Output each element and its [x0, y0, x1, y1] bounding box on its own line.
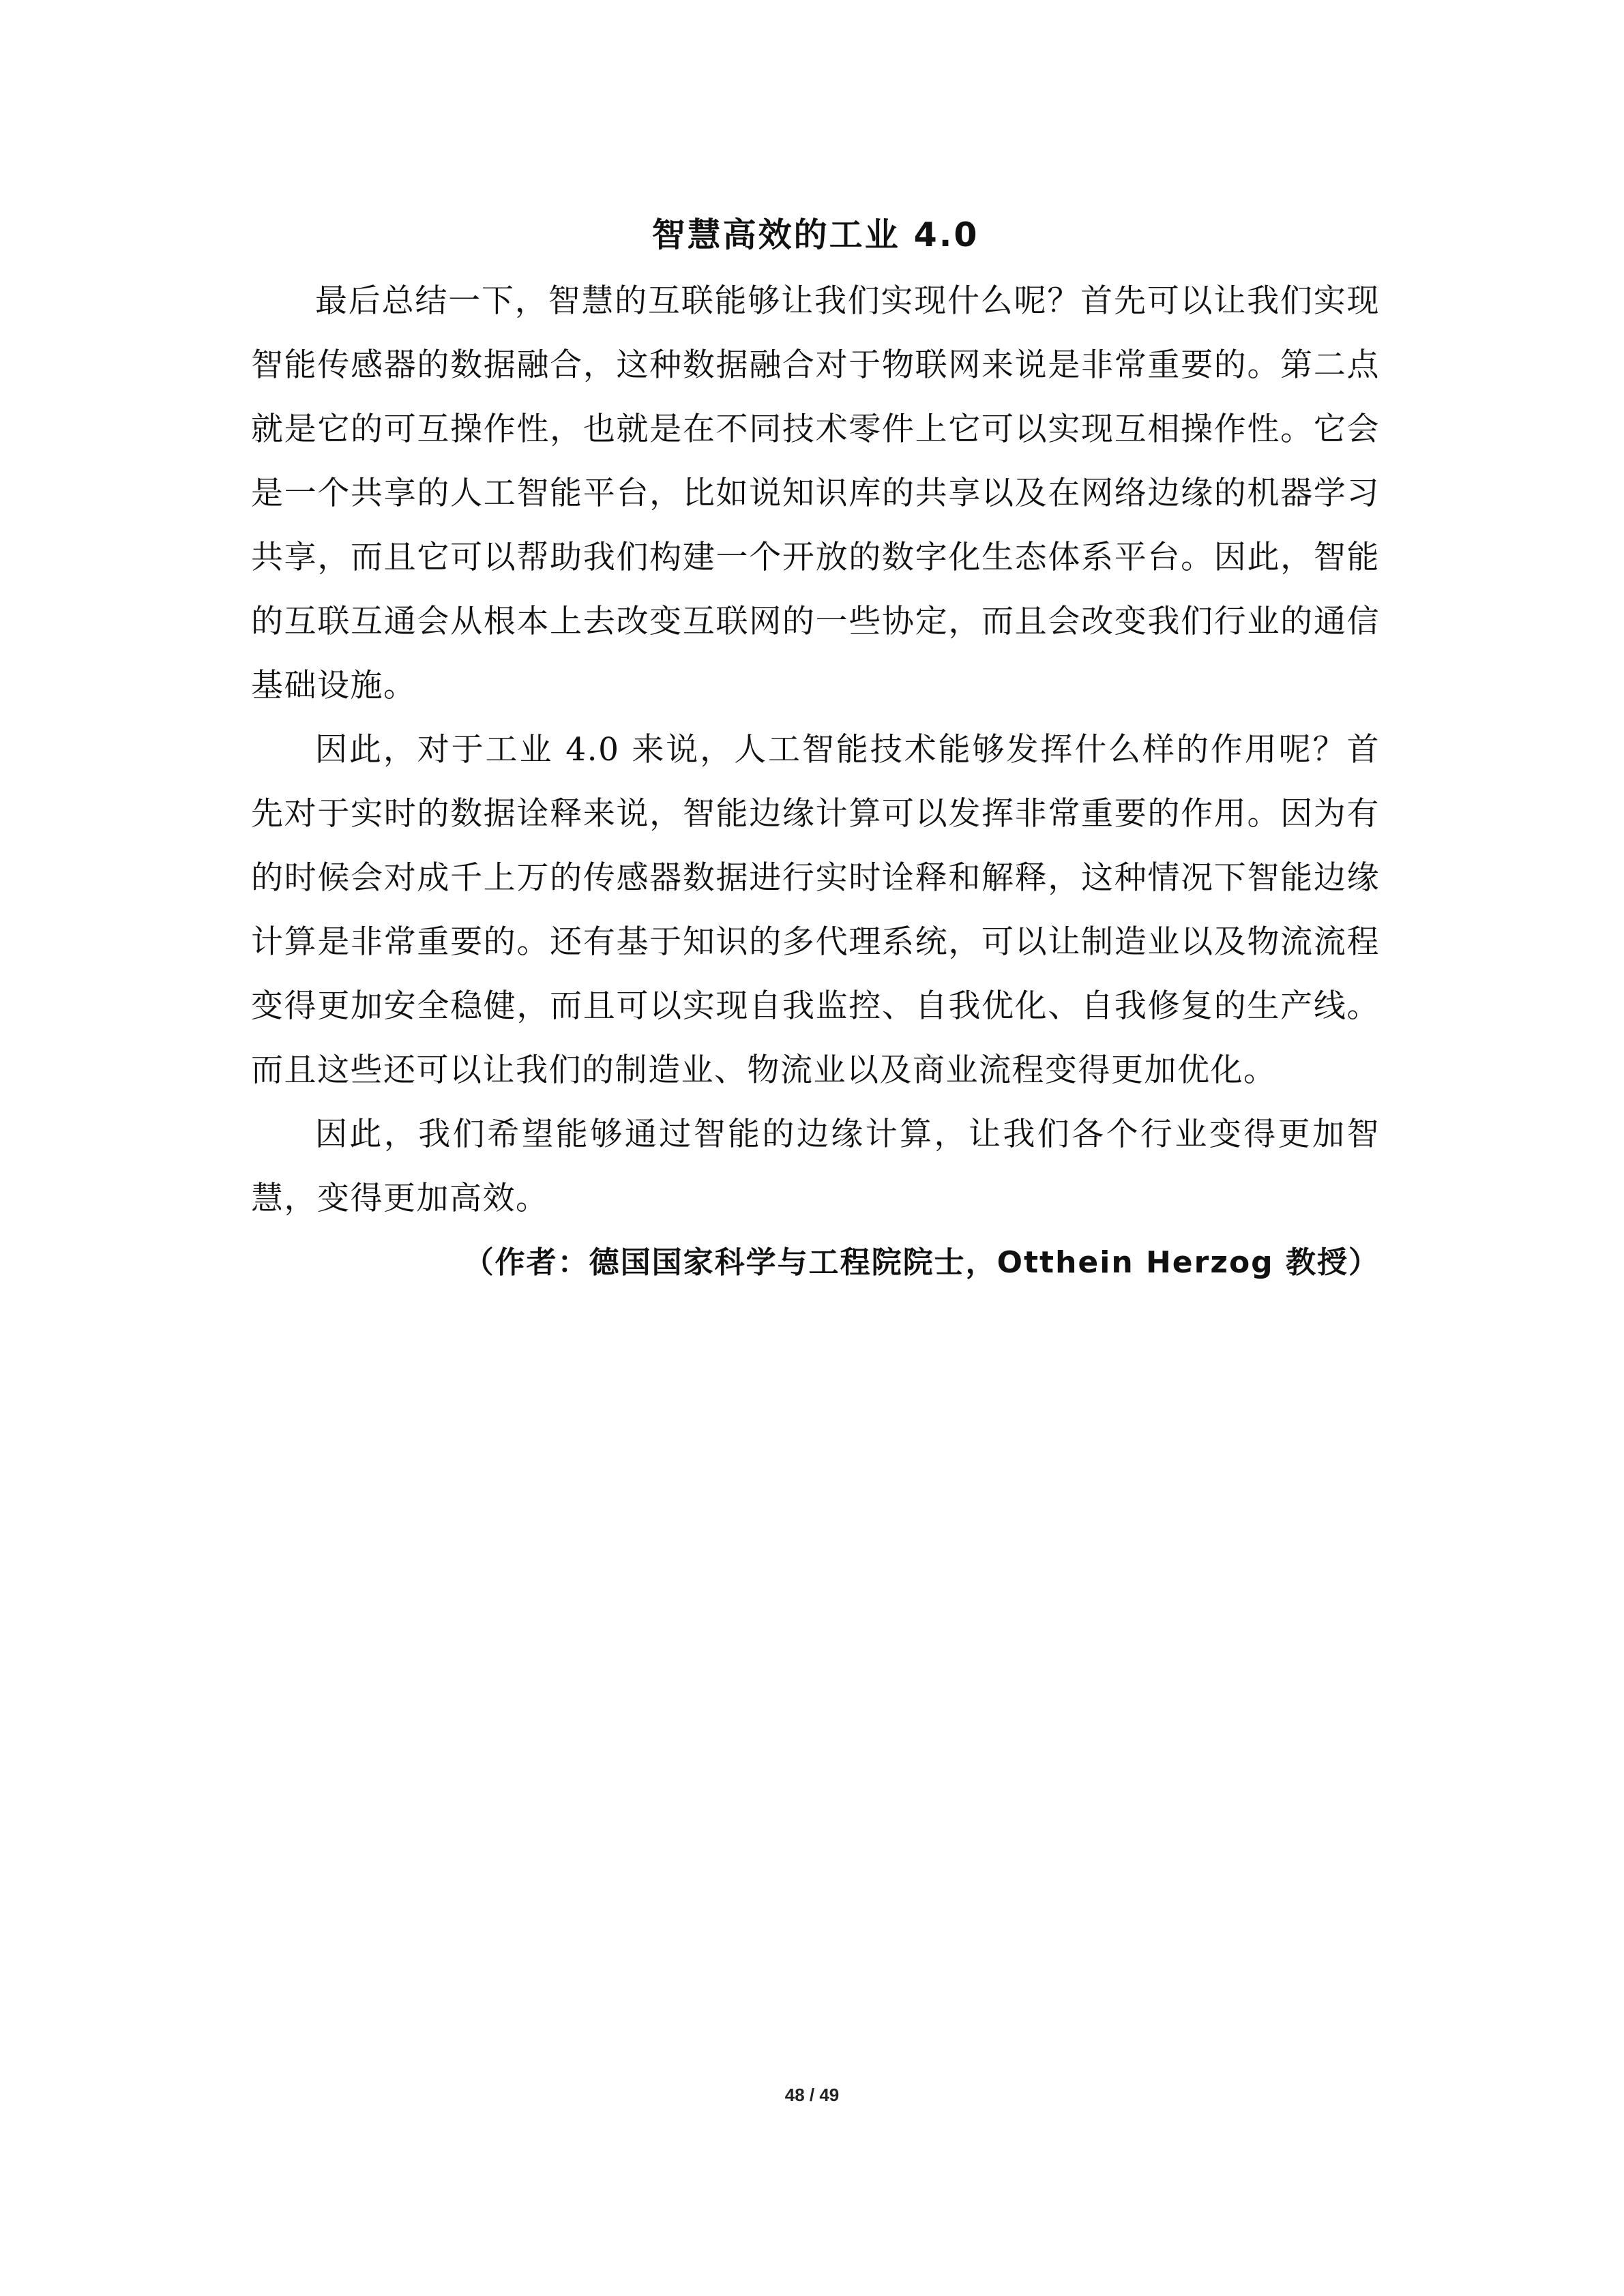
paragraph-2: 因此，对于工业 4.0 来说，人工智能技术能够发挥什么样的作用呢？首先对于实时的数据诠释来说，智能边缘计算可以发挥非常重要的作用。因为有的时候会对成千上万的传感器数据进行实时诠释和解释，这种情况下智能边缘计算是非常重要的。还有基于知识的多代理系统，可以让制造业以及物流流程变得更加安全稳健，而且可以实现自我监控、自我优化、自我修复的生产线。而且这些还可以让我们的制造业、物流业以及商业流程变得更加优化。 [251, 731, 1380, 1089]
article-body [251, 208, 1380, 1295]
article-title: 智慧高效的工业 4.0 [651, 215, 979, 254]
author-byline: （作者：德国国家科学与工程院院士，Otthein Herzog 教授） [463, 1245, 1380, 1280]
paragraph-1: 最后总结一下，智慧的互联能够让我们实现什么呢？首先可以让我们实现智能传感器的数据融合，这种数据融合对于物联网来说是非常重要的。第二点就是它的可互操作性，也就是在不同技术零件上它可以实现互相操作性。它会是一个共享的人工智能平台，比如说知识库的共享以及在网络边缘的机器学习共享，而且它可以帮助我们构建一个开放的数字化生态体系平台。因此，智能的互联互通会从根本上去改变互联网的一些协定，而且会改变我们行业的通信基础设施。 [251, 282, 1380, 704]
page-number: 48 / 49 [784, 2085, 840, 2105]
paragraph-3: 因此，我们希望能够通过智能的边缘计算，让我们各个行业变得更加智慧，变得更加高效。 [251, 1116, 1380, 1217]
